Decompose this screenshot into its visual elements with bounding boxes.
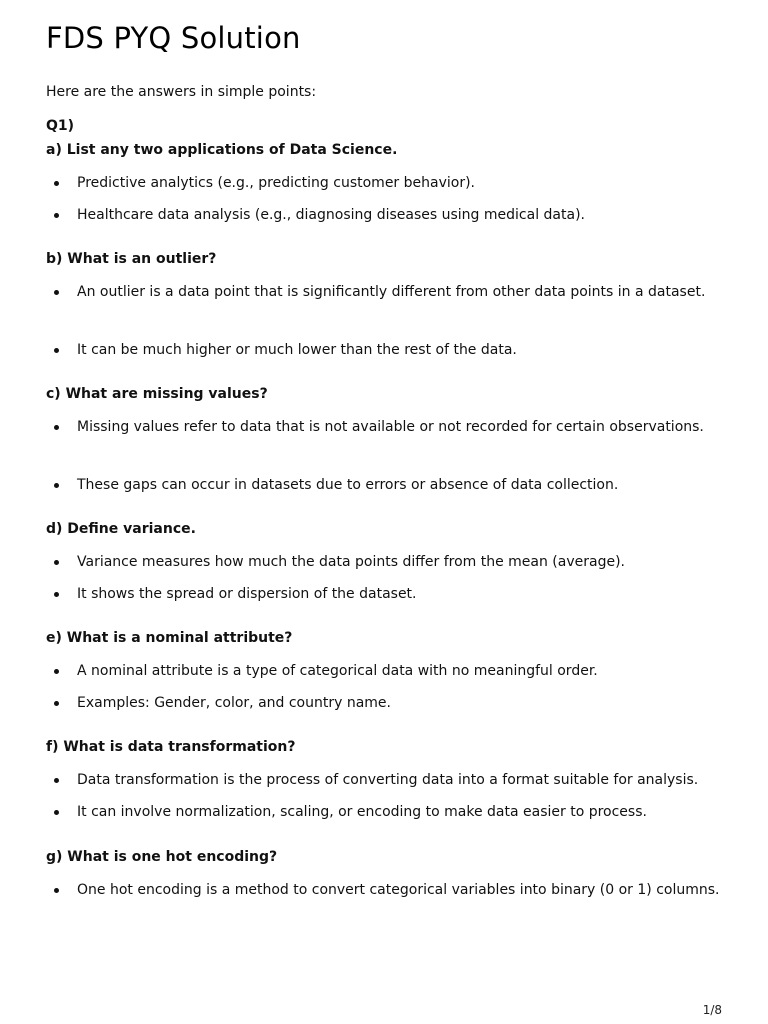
answer-bullet-d2 (46, 582, 736, 607)
bullet-dot (54, 592, 59, 597)
answer-text: It can involve normalization, scaling, or encoding to make data easier to process. (77, 804, 647, 820)
bullet-dot (54, 810, 59, 815)
bullet-dot (54, 348, 59, 353)
question-heading-c: c) What are missing values? (46, 386, 268, 402)
answer-bullet-a2 (46, 203, 736, 228)
answer-bullet-e1 (46, 659, 736, 684)
page-title: FDS PYQ Solution (46, 21, 301, 55)
intro-text: Here are the answers in simple points: (46, 84, 317, 100)
bullet-dot (54, 181, 59, 186)
answer-bullet-g1 (46, 878, 736, 903)
question-heading-f: f) What is data transformation? (46, 739, 296, 755)
bullet-dot (54, 425, 59, 430)
question-heading-d: d) Define variance. (46, 521, 196, 537)
question-heading-b: b) What is an outlier? (46, 251, 217, 267)
answer-bullet-c1 (46, 415, 736, 440)
answer-bullet-b1 (46, 280, 736, 305)
answer-text: Data transformation is the process of converting data into a format suitable for analysis. (77, 772, 699, 788)
bullet-dot (54, 778, 59, 783)
page-number: 1/8 (702, 1003, 722, 1017)
answer-bullet-f2 (46, 800, 736, 825)
answer-bullet-b2 (46, 338, 736, 363)
bullet-dot (54, 213, 59, 218)
answer-text: One hot encoding is a method to convert categorical variables into binary (0 or 1) columns. (77, 882, 720, 898)
bullet-dot (54, 669, 59, 674)
answer-text: Examples: Gender, color, and country name. (77, 695, 391, 711)
answer-bullet-d1 (46, 550, 736, 575)
bullet-dot (54, 888, 59, 893)
answer-text: Missing values refer to data that is not available or not recorded for certain observations. (77, 419, 704, 435)
bullet-dot (54, 701, 59, 706)
answer-text: It shows the spread or dispersion of the dataset. (77, 586, 417, 602)
answer-text: Predictive analytics (e.g., predicting customer behavior). (77, 175, 475, 191)
answer-text: These gaps can occur in datasets due to errors or absence of data collection. (77, 477, 619, 493)
question-heading-a: a) List any two applications of Data Science. (46, 142, 398, 158)
answer-bullet-e2 (46, 691, 736, 716)
answer-text: Healthcare data analysis (e.g., diagnosing diseases using medical data). (77, 207, 585, 223)
answer-text: A nominal attribute is a type of categorical data with no meaningful order. (77, 663, 598, 679)
answer-text: Variance measures how much the data points differ from the mean (average). (77, 554, 625, 570)
answer-bullet-a1 (46, 171, 736, 196)
question-heading-e: e) What is a nominal attribute? (46, 630, 293, 646)
question-label: Q1) (46, 118, 75, 134)
question-heading-g: g) What is one hot encoding? (46, 849, 278, 865)
bullet-dot (54, 483, 59, 488)
bullet-dot (54, 290, 59, 295)
answer-text: An outlier is a data point that is significantly different from other data points in a dataset. (77, 284, 706, 300)
answer-bullet-f1 (46, 768, 736, 793)
bullet-dot (54, 560, 59, 565)
answer-text: It can be much higher or much lower than the rest of the data. (77, 342, 517, 358)
answer-bullet-c2 (46, 473, 736, 498)
